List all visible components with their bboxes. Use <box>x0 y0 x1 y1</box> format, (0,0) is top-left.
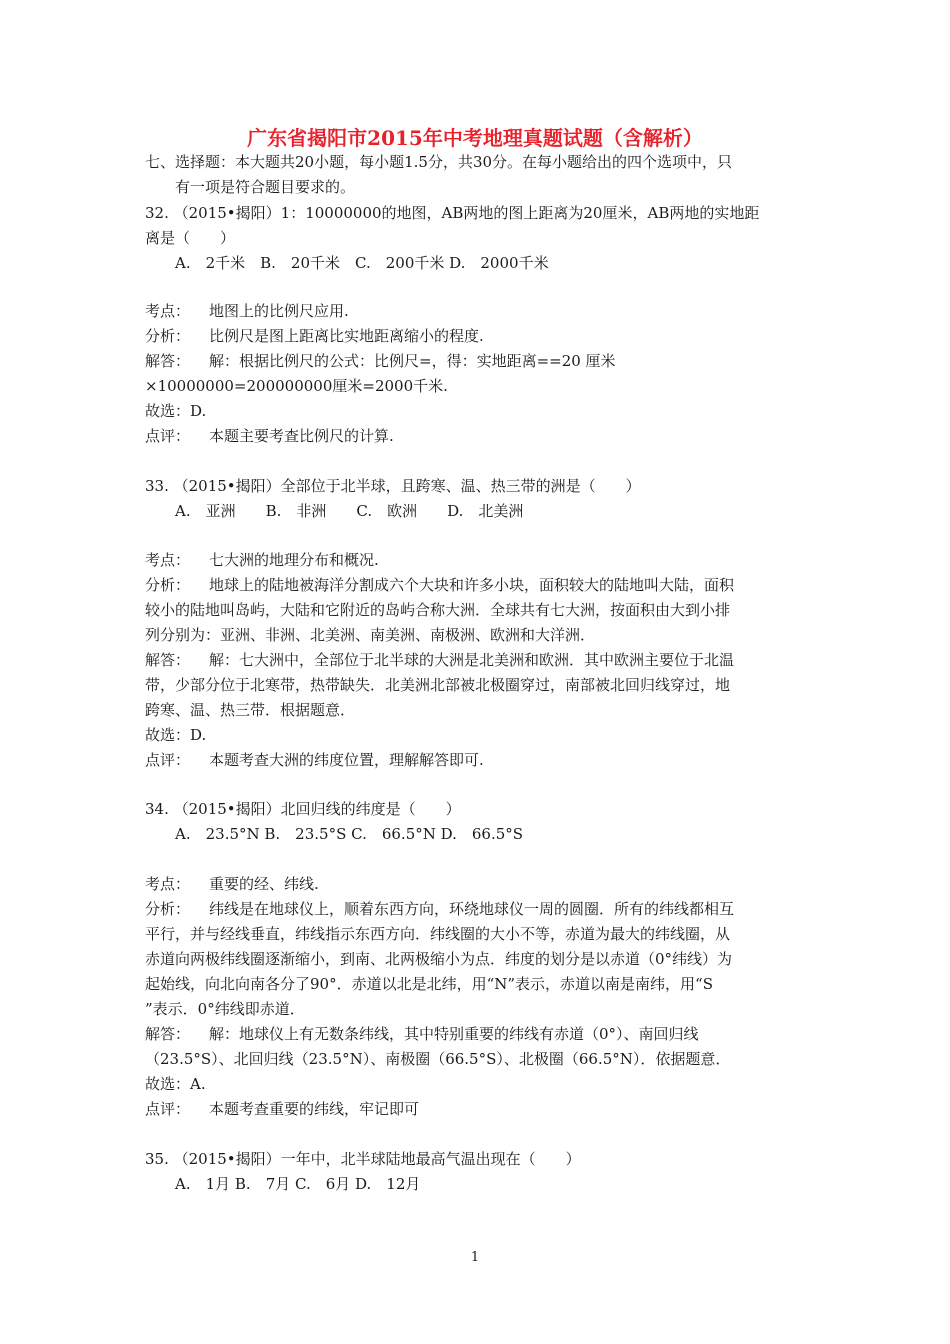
kaodian-label: 考点： <box>145 875 191 893</box>
jieda-label: 解答： <box>145 651 191 669</box>
dianping-label: 点评： <box>145 427 191 445</box>
jieda-text: 解：根据比例尺的公式：比例尺=，得：实地距离==20 厘米 <box>209 352 616 370</box>
kaodian-text: 地图上的比例尺应用. <box>209 302 349 320</box>
q33-fenxi <box>145 575 734 595</box>
q35-stem: 35. （2015•揭阳）一年中，北半球陆地最高气温出现在（ ） <box>145 1150 581 1168</box>
fenxi-text: 地球上的陆地被海洋分割成六个大块和许多小块，面积较大的陆地叫大陆，面积 <box>209 576 735 594</box>
q34-stem: 34. （2015•揭阳）北回归线的纬度是（ ） <box>145 800 461 818</box>
q34-fenxi-line5: ”表示．0°纬线即赤道． <box>145 1000 305 1018</box>
page-title: 广东省揭阳市2015年中考地理真题试题（含解析） <box>247 126 703 150</box>
q32-answer: 故选：D. <box>145 402 207 420</box>
q34-jieda <box>145 1024 699 1044</box>
fenxi-label: 分析： <box>145 327 191 345</box>
q32-dianping <box>145 426 394 446</box>
q33-jieda <box>145 650 734 670</box>
q34-fenxi-line2: 平行，并与经线垂直，纬线指示东西方向．纬线圈的大小不等，赤道为最大的纬线圈，从 <box>145 925 731 943</box>
q32-stem-line1: 32. （2015•揭阳）1：10000000的地图，AB两地的图上距离为20厘米，AB两地的实地距 <box>145 204 760 222</box>
q34-fenxi-line4: 起始线，向北向南各分了90°．赤道以北是北纬，用“N”表示，赤道以南是南纬，用“S <box>145 975 713 993</box>
dianping-text: 本题考查重要的纬线，牢记即可 <box>209 1100 420 1118</box>
q34-fenxi <box>145 899 734 919</box>
kaodian-label: 考点： <box>145 551 191 569</box>
jieda-text: 解：七大洲中，全部位于北半球的大洲是北美洲和欧洲．其中欧洲主要位于北温 <box>209 651 735 669</box>
fenxi-text: 纬线是在地球仪上，顺着东西方向，环绕地球仪一周的圆圈．所有的纬线都相互 <box>209 900 735 918</box>
q32-options: A. 2千米 B. 20千米 C. 200千米 D. 2000千米 <box>175 254 549 272</box>
kaodian-text: 重要的经、纬线. <box>209 875 319 893</box>
q32-fenxi <box>145 326 484 346</box>
dianping-label: 点评： <box>145 751 191 769</box>
dianping-text: 本题考查大洲的纬度位置，理解解答即可. <box>209 751 484 769</box>
q33-jieda-line3: 跨寒、温、热三带．根据题意． <box>145 701 356 719</box>
q33-answer: 故选：D. <box>145 726 207 744</box>
fenxi-label: 分析： <box>145 576 191 594</box>
q33-kaodian <box>145 550 379 570</box>
q34-dianping <box>145 1099 419 1119</box>
jieda-text: 解：地球仪上有无数条纬线，其中特别重要的纬线有赤道（0°）、南回归线 <box>209 1025 699 1043</box>
q33-stem: 33. （2015•揭阳）全部位于北半球，且跨寒、温、热三带的洲是（ ） <box>145 477 641 495</box>
q32-kaodian <box>145 301 349 321</box>
q32-stem-line2: 离是（ ） <box>145 229 236 247</box>
dianping-label: 点评： <box>145 1100 191 1118</box>
q34-answer: 故选：A. <box>145 1075 206 1093</box>
q33-dianping <box>145 750 484 770</box>
q32-jieda-line2: ×10000000=200000000厘米=2000千米. <box>145 377 448 395</box>
page-number: 1 <box>470 1250 480 1265</box>
q33-jieda-line2: 带，少部分位于北寒带，热带缺失．北美洲北部被北极圈穿过，南部被北回归线穿过，地 <box>145 676 731 694</box>
kaodian-label: 考点： <box>145 302 191 320</box>
fenxi-text: 比例尺是图上距离比实地距离缩小的程度. <box>209 327 484 345</box>
dianping-text: 本题主要考查比例尺的计算. <box>209 427 394 445</box>
q34-options: A. 23.5°N B. 23.5°S C. 66.5°N D. 66.5°S <box>175 825 524 843</box>
q33-fenxi-line3: 列分别为：亚洲、非洲、北美洲、南美洲、南极洲、欧洲和大洋洲． <box>145 626 596 644</box>
jieda-label: 解答： <box>145 352 191 370</box>
section-intro-line2: 有一项是符合题目要求的。 <box>175 178 356 196</box>
q33-fenxi-line2: 较小的陆地叫岛屿，大陆和它附近的岛屿合称大洲．全球共有七大洲，按面积由大到小排 <box>145 601 731 619</box>
fenxi-label: 分析： <box>145 900 191 918</box>
jieda-label: 解答： <box>145 1025 191 1043</box>
q33-options: A. 亚洲 B. 非洲 C. 欧洲 D. 北美洲 <box>175 502 524 520</box>
q34-fenxi-line3: 赤道向两极纬线圈逐渐缩小，到南、北两极缩小为点．纬度的划分是以赤道（0°纬线）为 <box>145 950 733 968</box>
q34-kaodian <box>145 874 319 894</box>
kaodian-text: 七大洲的地理分布和概况. <box>209 551 379 569</box>
q32-jieda <box>145 351 616 371</box>
q35-options: A. 1月 B. 7月 C. 6月 D. 12月 <box>175 1175 421 1193</box>
section-intro-line1: 七、选择题：本大题共20小题，每小题1.5分，共30分。在每小题给出的四个选项中，只 <box>145 153 733 171</box>
q34-jieda-line2: （23.5°S）、北回归线（23.5°N）、南极圈（66.5°S）、北极圈（66.5°N）．依据题意． <box>145 1050 731 1068</box>
